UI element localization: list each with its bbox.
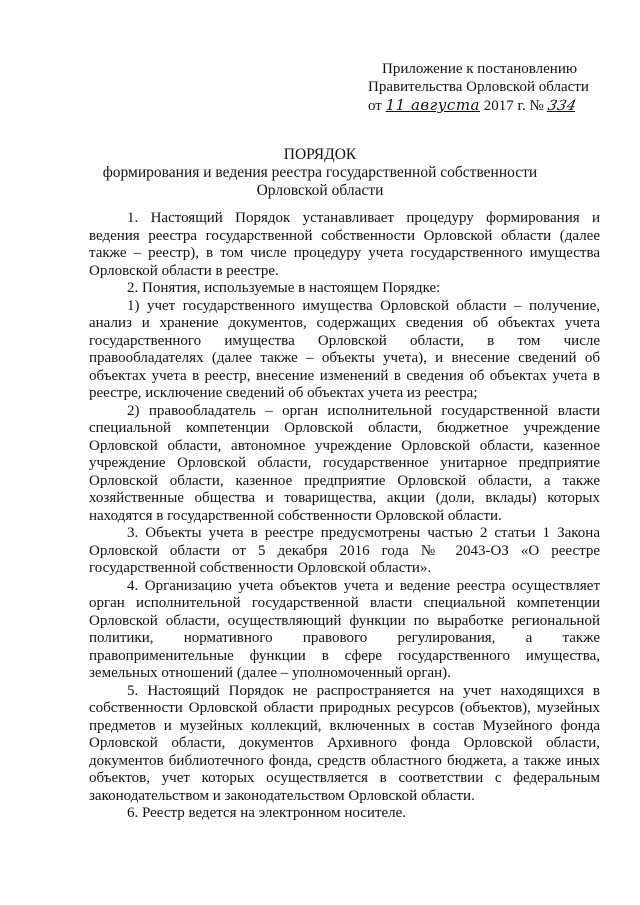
appendix-header (368, 60, 618, 115)
appendix-line-1: Приложение к постановлению (382, 61, 578, 77)
handwritten-number: 334 (545, 98, 578, 114)
paragraph-1: 1. Настоящий Порядок устанавливает процедуру формирования и ведения реестра государственной собственности Орловской области (далее также – реестр), в том числе процедуру учета государственного имущества Орловской области в реестре. (89, 210, 600, 279)
paragraph-2-1: 1) учет государственного имущества Орловской области – получение, анализ и хранение документов, содержащих сведения об объектах учета государственного имущества Орловской области, в том числе правообладателях (далее также – объекты учета), и внесение сведений об объектах учета в реестр, внесение изменений в сведения об объектах учета в реестре, исключение сведений об объектах учета из реестра; (89, 297, 600, 401)
title-line-1: формирования и ведения реестра государственной собственности (102, 164, 538, 181)
paragraph-2: 2. Понятия, используемые в настоящем Порядке: (127, 280, 441, 296)
paragraph-4: 4. Организацию учета объектов учета и ведение реестра осуществляет орган исполнительной государственной власти специальной компетенции Орловской области, осуществляющий функции по выработке региональной политики, нормативного правового регулирования, а также правоприменительные функции в сфере государственного имущества, земельных отношений (далее – уполномоченный орган). (89, 577, 600, 681)
paragraph-5: 5. Настоящий Порядок не распространяется на учет находящихся в собственности Орловской области природных ресурсов (объектов), музейных предметов и музейных коллекций, включенных в состав Музейного фонда Орловской области, документов Архивного фонда Орловской области, документов библиотечного фонда, средств областного бюджета, а также иных объектов, учет которых осуществляется в соответствии с федеральным законодательством и законодательством Орловской области. (89, 682, 600, 804)
paragraph-3: 3. Объекты учета в реестре предусмотрены частью 2 статьи 1 Закона Орловской области от 5 декабря 2016 года № 2043-ОЗ «О реестре государственной собственности Орловской области». (89, 525, 600, 576)
document-title (0, 146, 640, 200)
handwritten-date: 11 августа (385, 96, 480, 114)
document-body (89, 210, 600, 823)
title-line-2: Орловской области (256, 182, 384, 199)
appendix-line-2: Правительства Орловской области (368, 79, 589, 95)
title-heading: ПОРЯДОК (283, 146, 357, 163)
paragraph-6: 6. Реестр ведется на электронном носителе. (127, 805, 407, 821)
date-prefix: от (368, 98, 382, 114)
appendix-date-line (368, 96, 618, 115)
date-year: 2017 г. № (483, 98, 544, 114)
paragraph-2-2: 2) правообладатель – орган исполнительной государственной власти специальной компетенции Орловской области, бюджетное учреждение Орловской области, автономное учреждение Орловской области, казенное учреждение Орловской области, государственное унитарное предприятие Орловской области, казенное предприятие Орловской области, а также хозяйственные общества и товарищества, акции (доли, вклады) которых находятся в государственной собственности Орловской области. (89, 402, 600, 524)
